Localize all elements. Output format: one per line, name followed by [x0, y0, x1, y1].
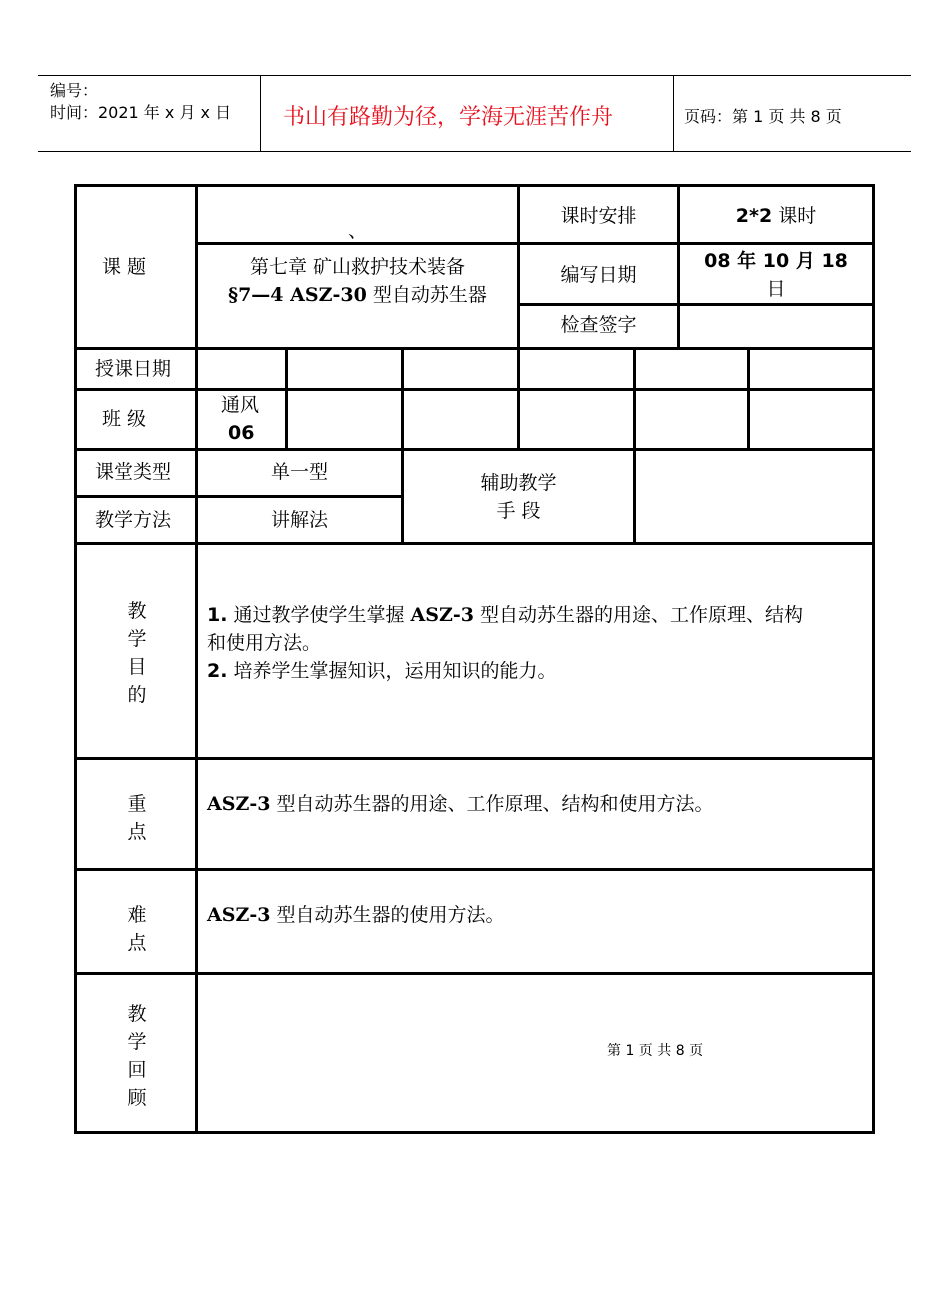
topic-mark: 、: [347, 220, 367, 242]
lesson-plan-form: [74, 184, 875, 1134]
method-label: 教学方法: [95, 509, 172, 531]
topic-section: [198, 281, 517, 309]
method-value: 讲解法: [270, 509, 328, 531]
key-point-label: 重 点: [127, 793, 147, 843]
document-number-label: 编号：: [50, 81, 99, 100]
aids-label-line1: 辅助教学: [480, 472, 557, 494]
difficulty-content: ASZ-3 型自动苏生器的使用方法。: [207, 904, 505, 926]
hours-value: [680, 202, 872, 230]
objective-item-2: 2. 培养学生掌握知识，运用知识的能力。: [207, 660, 557, 682]
class-label: 班 级: [102, 408, 147, 430]
review-label: 教 学 回 顾: [127, 1003, 147, 1109]
key-point-content: ASZ-3 型自动苏生器的用途、工作原理、结构和使用方法。: [207, 793, 714, 815]
date-label: 编写日期: [560, 264, 637, 286]
class-value-line2: 06: [228, 422, 255, 444]
objective-item-1-cont: 和使用方法。: [207, 632, 322, 654]
check-signature-label: 检查签字: [560, 314, 637, 336]
header-motto: 书山有路勤为径，学海无涯苦作舟: [283, 105, 614, 130]
document-header: [38, 75, 911, 152]
footer-page-number: 第 1 页 共 8 页: [607, 1043, 704, 1059]
date-value-line2: 日: [766, 278, 786, 300]
topic-chapter: 第七章 矿山救护技术装备: [249, 256, 466, 278]
topic-label: 课 题: [102, 256, 147, 278]
rule: [517, 347, 520, 448]
date-value-line1: 08 年 10 月 18: [704, 250, 848, 272]
rule: [285, 347, 288, 448]
lesson-type-value: 单一型: [270, 461, 328, 483]
hours-value-num: 2*2: [735, 205, 773, 227]
objective-content: [207, 601, 872, 685]
objective-label: 教 学 目 的: [127, 600, 147, 706]
header-motto-cell: [261, 76, 674, 151]
topic-section-code: §7—4 ASZ-30: [228, 284, 367, 306]
rule: [195, 187, 198, 1131]
rule: [633, 347, 636, 542]
header-page-info: 页码：第 1 页 共 8 页: [684, 107, 842, 126]
objective-item-1: 1. 通过教学使学生掌握 ASZ-3 型自动苏生器的用途、工作原理、结构: [207, 604, 804, 626]
document-time-label: 时间：2021 年 x 月 x 日: [50, 103, 232, 122]
hours-label: 课时安排: [560, 205, 637, 227]
class-value-line1: 通风: [221, 394, 260, 416]
header-page-cell: [674, 76, 911, 151]
rule: [77, 495, 402, 498]
topic-section-title: 型自动苏生器: [366, 284, 487, 306]
teach-date-label: 授课日期: [95, 358, 172, 380]
lesson-type-label: 课堂类型: [95, 461, 172, 483]
header-meta-cell: [38, 76, 261, 151]
difficulty-label: 难 点: [127, 904, 147, 954]
rule: [747, 347, 750, 448]
hours-value-unit: 课时: [772, 205, 817, 227]
aids-label-line2: 手 段: [496, 500, 541, 522]
check-signature-field[interactable]: [680, 306, 872, 347]
